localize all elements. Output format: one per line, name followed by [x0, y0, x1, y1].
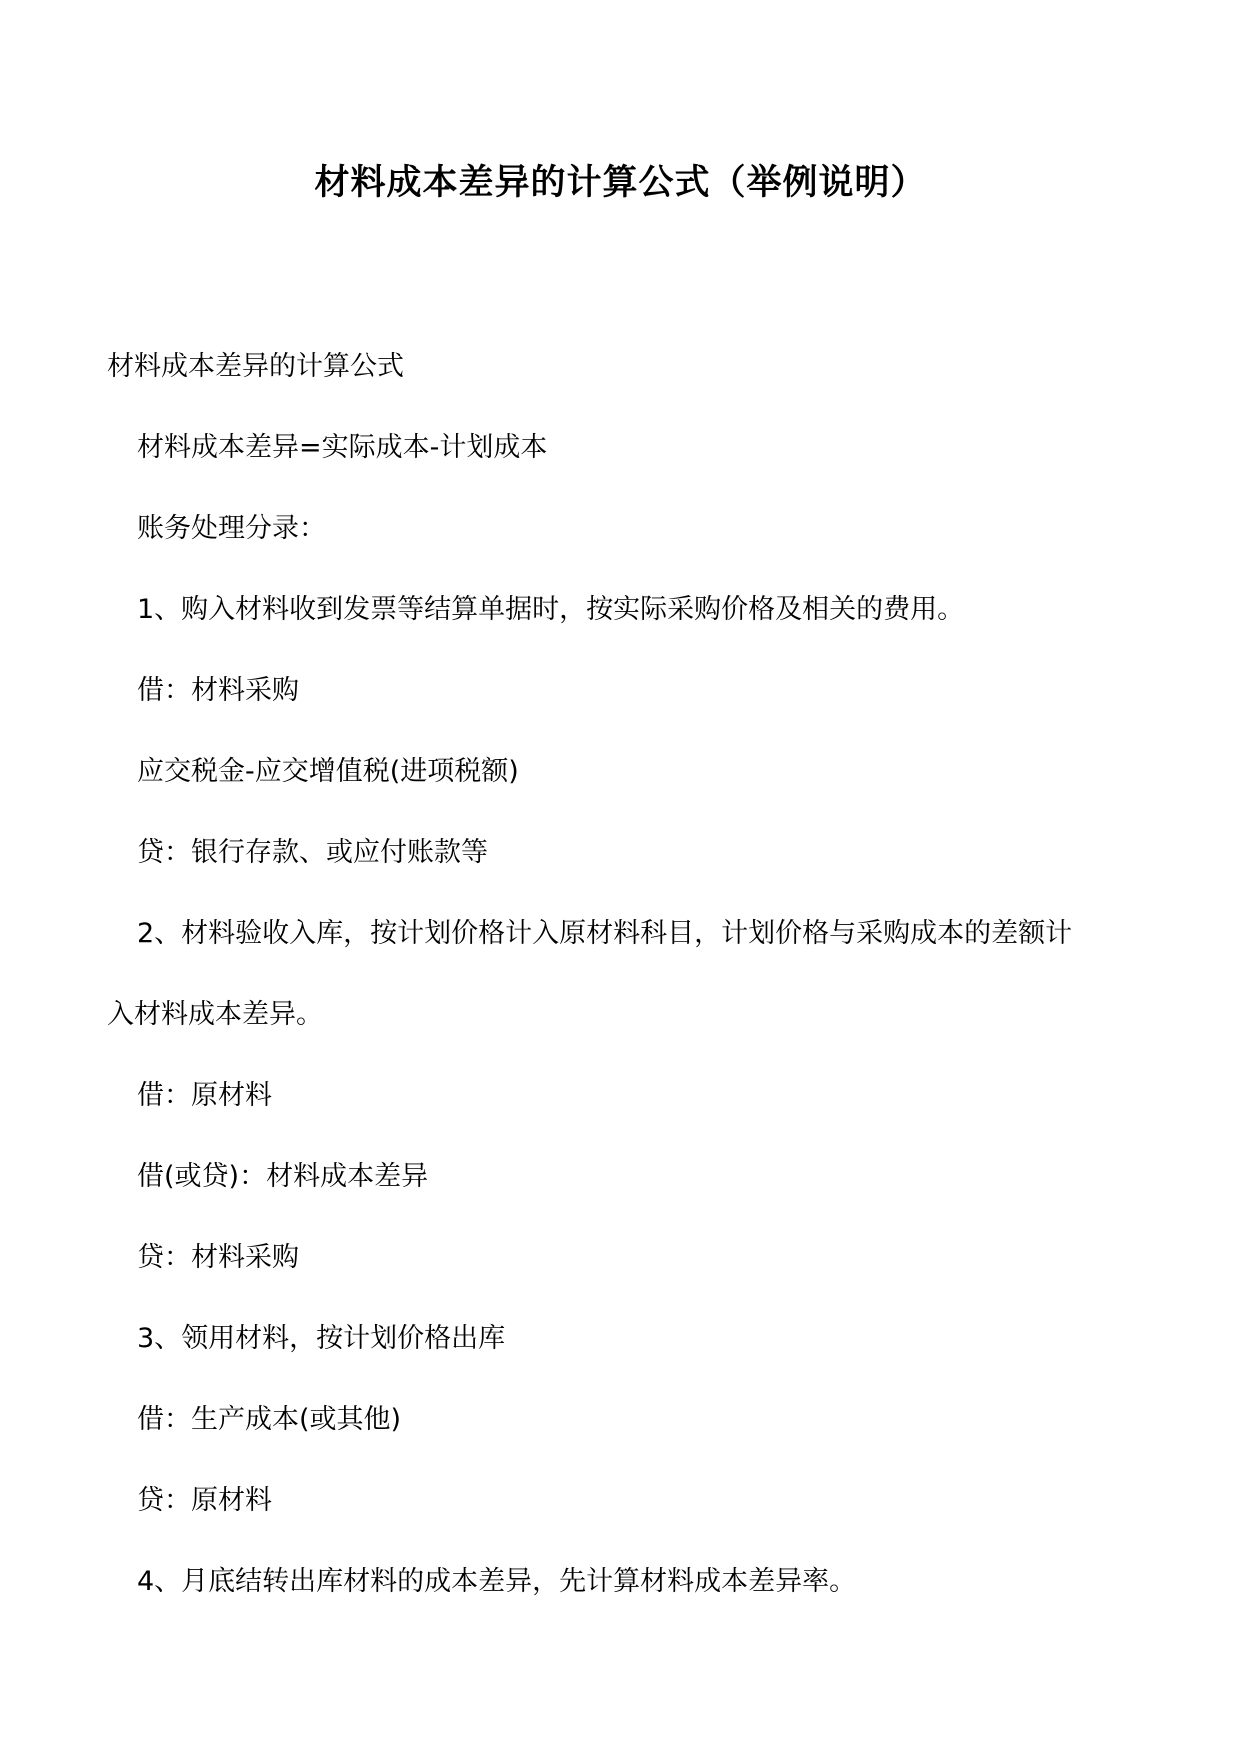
entry-line: 借：材料采购 [137, 675, 299, 706]
paragraph-line: 3、领用材料，按计划价格出库 [137, 1323, 506, 1354]
entry-line: 贷：银行存款、或应付账款等 [137, 837, 488, 868]
entry-line: 贷：材料采购 [137, 1242, 299, 1273]
entry-line: 借：生产成本(或其他) [137, 1404, 402, 1435]
paragraph-line: 4、月底结转出库材料的成本差异，先计算材料成本差异率。 [137, 1566, 857, 1597]
entry-line: 借(或贷)：材料成本差异 [137, 1161, 429, 1192]
entry-line: 贷：原材料 [137, 1485, 272, 1516]
paragraph-line-continued: 入材料成本差异。 [107, 999, 323, 1030]
paragraph-line: 账务处理分录： [137, 513, 326, 544]
entry-line: 应交税金-应交增值税(进项税额) [137, 756, 519, 787]
document-title: 材料成本差异的计算公式（举例说明） [314, 163, 927, 203]
formula-line: 材料成本差异=实际成本-计划成本 [137, 432, 548, 463]
paragraph-line: 1、购入材料收到发票等结算单据时，按实际采购价格及相关的费用。 [137, 594, 965, 625]
entry-line: 借：原材料 [137, 1080, 272, 1111]
section-heading: 材料成本差异的计算公式 [107, 351, 404, 382]
paragraph-line: 2、材料验收入库，按计划价格计入原材料科目，计划价格与采购成本的差额计 [137, 918, 1073, 949]
